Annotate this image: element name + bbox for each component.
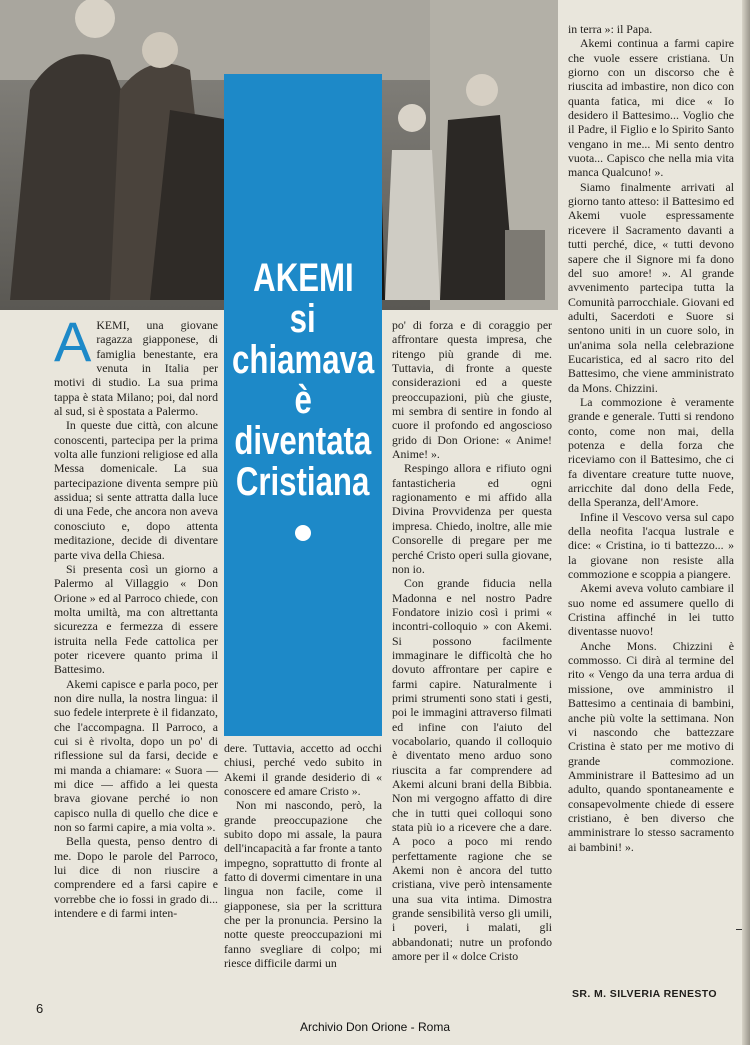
col1-paragraph-4: Akemi capisce e parla poco, per non dire nulla, la nostra lingua: il suo fedele interprete è il fidanzato, che l'accompagna. Il Parroco, a cui si è rivolta, dopo un po' di riflessione sul da farsi, decide e mi manda a chiamare: « Suora — mi dice — affido a lei questa brava giovane perché io non capisco nulla di quello che dice e non so farmi capire, a mia volta ». xyxy=(54,676,218,835)
title-line-chiamava: chiamava xyxy=(231,337,375,382)
col1-paragraph-1: AKEMI, una giovane ragazza giapponese, di famiglia benestante, era venuta in Italia per motivi di studio. La sua prima tappa è stata Milano; poi, dal nord al sud, si è spostata a Palermo. xyxy=(54,310,218,419)
col3-paragraph-3: Con grande fiducia nella Madonna e nel nostro Padre Fondatore inizio così i primi « incontri-colloquio » con Akemi. Si possono facilmente immaginare le difficoltà che ho dovuto affrontare per capire e farmi capire. Naturalmente i primi strumenti sono stati i gesti, poi le immagini attraverso filmati ed infine con l'aiuto del vocabolario, quando il colloquio è diventato meno arduo sono riuscita a far comprendere ad Akemi alcuni brani della Bibbia. Non mi vergogno affatto di dire che in tutti quei colloqui sono stata più io a ricevere che a dare. A poco a poco mi rendo perfettamente ragione che se Akemi non è ancora del tutto cristiana, vive però intensamente una sua vita intima. Dimostra grande sensibilità verso gli umili, i poveri, i malati, gli abbandonati; nutre un profondo amore per il « dolce Cristo xyxy=(392,576,552,964)
article-column-3 xyxy=(392,318,552,963)
article-title-panel xyxy=(224,74,382,736)
article-column-2 xyxy=(224,741,382,971)
col2-paragraph-1: dere. Tuttavia, accetto ad occhi chiusi, perché vedo subito in Akemi il grande desiderio di « conoscere ed amare Cristo ». xyxy=(224,741,382,799)
col4-paragraph-5: Infine il Vescovo versa sul capo della neofita l'acqua lustrale e dice: « Cristina, io ti battezzo... » la giovane non resiste alla commozione e scoppia a piangere. xyxy=(568,509,734,582)
col4-paragraph-3: Siamo finalmente arrivati al giorno tanto atteso: il Battesimo ed Akemi vuole espressamente ricevere il Sacramento davanti a tutti perché, dice, « tutti devono sapere che il Signore mi fa dono del suo amore! ». Al grande avvenimento partecipa tutta la Comunità parrocchiale. Giovani ed adulti, Sacerdoti e Suore si sentono uniti in un cuore solo, in un'anima sola nella celebrazione Eucaristica, ed al sacro rito del Battesimo, che viene amministrato da Mons. Chizzini. xyxy=(568,179,734,395)
col1-paragraph-2: In queste due città, con alcune conoscenti, partecipa per la prima volta alle funzioni religiose ed alla Messa domenicale. La sua partecipazione diventa sempre più assidua; si sente attratta dalla luce di una Fede, che ancora non aveva conosciuto e, dopo attenta meditazione, decide di diventare parte viva della Chiesa. xyxy=(54,418,218,562)
col2-paragraph-2: Non mi nascondo, però, la grande preoccupazione che subito dopo mi assale, la paura dell'incapacità a far fronte a tanto impegno, soprattutto di fronte al fatto di dovermi cimentare in una lingua non facile, come il giapponese, sia per la scrittura che per la pronuncia. Persino la notte queste preoccupazioni mi fanno svegliare di colpo; mi riesce difficile darmi un xyxy=(224,798,382,971)
title-line-e: è xyxy=(294,378,312,423)
archive-caption: Archivio Don Orione - Roma xyxy=(299,1020,451,1034)
col4-paragraph-1: in terra »: il Papa. xyxy=(568,22,653,36)
title-line-cristiana: Cristiana xyxy=(236,459,370,504)
col4-paragraph-6: Akemi aveva voluto cambiare il suo nome ed assumere quello di Cristina affinché in lei tutto diventasse nuovo! xyxy=(568,581,734,639)
col1-paragraph-3: Si presenta così un giorno a Palermo al Villaggio « Don Orione » ed al Parroco chiede, con molta umiltà, ma con altrettanta sicurezza e fermezza di essere istruita nella Fede cattolica per poter ricevere quanto prima il Battesimo. xyxy=(54,561,218,677)
title-bullet-dot xyxy=(295,525,311,541)
title-line-si: si xyxy=(289,296,317,341)
col4-paragraph-7: Anche Mons. Chizzini è commosso. Ci dirà al termine del rito « Vengo da una terra ardua di missione, ove amministro il Battesimo a centinaia di bambini, anche più volte la settimana. Non vi nascondo che battezzare Cristina è stato per me motivo di grande commozione. Amministrare il Battesimo ad un adulto, quando spontaneamente e consapevolmente chiede di essere cristiano, è ben diverso che amministrare lo stesso sacramento ai bambini! ». xyxy=(568,638,734,854)
article-column-4 xyxy=(568,22,734,854)
col3-paragraph-2: Respingo allora e rifiuto ogni fantasticheria ed ogni ragionamento e mi affido alla Divina Provvidenza per questa impresa. Chiedo, inoltre, alle mie Consorelle di pregare per me perché Cristo operi sulla giovane, non io. xyxy=(392,461,552,576)
page-number: 6 xyxy=(36,1001,44,1016)
author-signature: SR. M. SILVERIA RENESTO xyxy=(572,988,717,1000)
title-line-akemi: AKEMI xyxy=(252,256,354,300)
col4-paragraph-4: La commozione è veramente grande e generale. Tutti si rendono conto, come non mai, della potenza e della forza che riceviamo con il Battesimo, che ci fa diventare creature tutte nuove, arricchite dal dono della Fede, della Speranza, dell'Amore. xyxy=(568,394,734,510)
col1-paragraph-5: Bella questa, penso dentro di me. Dopo le parole del Parroco, lui dice di non riuscire a comprendere ed a farsi capire e vorrebbe che io fossi in grado di... intendere e di farmi inten- xyxy=(54,834,218,921)
article-column-1 xyxy=(54,310,218,921)
page-binding-edge xyxy=(742,0,750,1045)
drop-cap-letter: A xyxy=(54,310,92,373)
col4-paragraph-2: Akemi continua a farmi capire che vuole essere cristiana. Un giorno con un discorso che è riuscita ad imbastire, non dico con quanta fatica, mi dice « Io desidero il Battesimo... Voglio che il Padre, il Figlio e lo Spirito Santo vengano in me... Mi sento dentro vuota... Capisco che nella mia vita manca Qualcuno! ». xyxy=(568,36,734,180)
col3-paragraph-1: po' di forza e di coraggio per affrontare questa impresa, che ritengo più grande di me. Tuttavia, di fronte a queste considerazioni ed a queste preoccupazioni, più che giuste, mi sembra di sentire in fondo al cuore il profondo ed angoscioso grido di Don Orione: « Anime! Anime! ». xyxy=(392,318,552,462)
title-line-diventata: diventata xyxy=(234,419,372,464)
